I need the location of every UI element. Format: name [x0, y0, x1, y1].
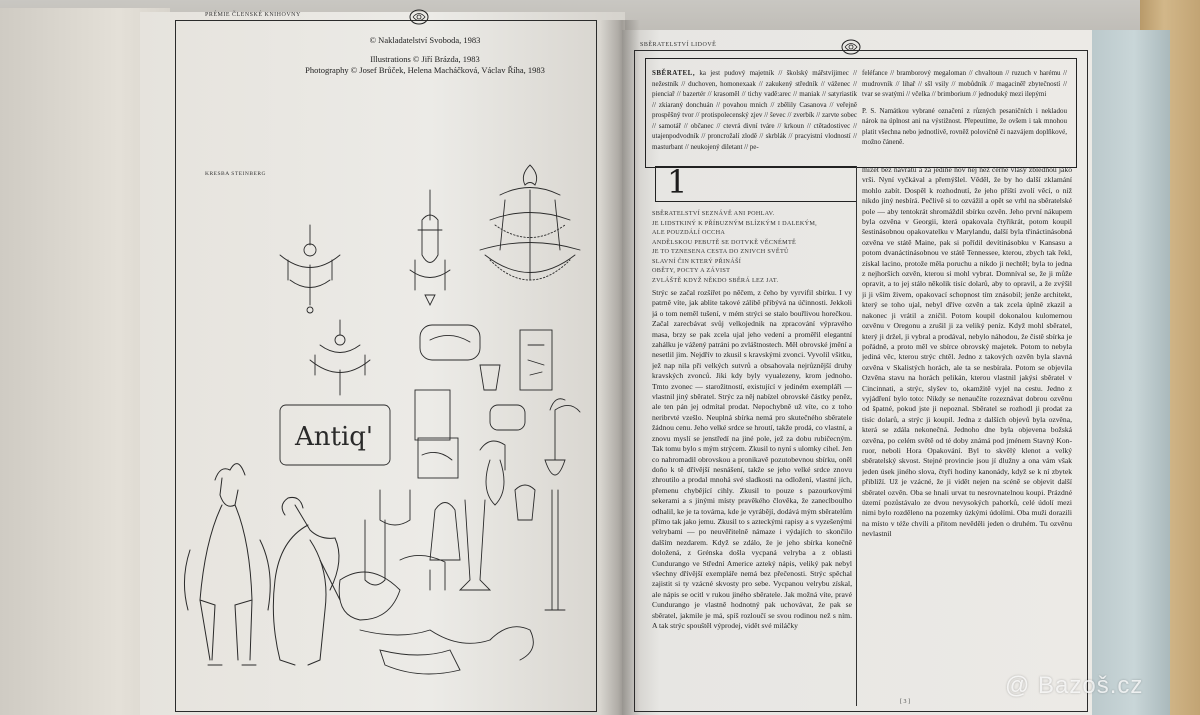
- intro-column-1: [652, 68, 857, 152]
- ornament-logo-icon: [840, 38, 862, 56]
- column-divider: [856, 166, 857, 706]
- credit-publisher: © Nakladatelství Svoboda, 1983: [369, 35, 481, 45]
- epigraph-line: JE LIDSTKINÝ K PŘÍBUZNÝM BLÍZKÝM I DALEKÝM,: [652, 219, 818, 227]
- illustration-caption: KRESBA STEINBERG: [205, 171, 267, 177]
- watermark-text: @ Bazoš.cz: [1005, 672, 1144, 699]
- epigraph-line: ALE POUZDÁLÍ OCCHA: [652, 229, 726, 236]
- credit-illustrations: Illustrations © Jiří Brázda, 1983: [370, 54, 480, 64]
- epigraph: [652, 209, 852, 285]
- ornament-logo-icon: [408, 8, 430, 26]
- book-cover-right: [1080, 30, 1170, 715]
- credits-block: [300, 35, 550, 76]
- epigraph-line: JE TO TZNESENA CESTA DO ZNIVCH SVĚTŮ: [652, 248, 789, 255]
- epigraph-line: ANDĚLSKOU PEBUTĚ SE DOTVKĚ VĚCNÉMTĚ: [652, 238, 797, 246]
- svg-text:Antiq': Antiq': [295, 422, 374, 452]
- epigraph-line: OBĚTY, POCTY A ZÁVIST: [652, 267, 731, 274]
- body-column-a: Strýc se začal rozšiřet po něčem, z čeho by vyrvifil sbírku. I vy patrně víte, jak ablite takové zálibě přibývá na účinnosti. Jekkoli já o tom neměl tušení, v mém strýci se stalo bouřlivou horečkou. Začal zarecbávat svůj velkojednik na zpracování výpravého masa, brzy se pak zcela ujal jeho vedení a proměřil elegantní zahálku je vážený patráni po zvláštnostech. Měl obrovské jmění a nesetlil jim. Nejdřív to zkusil s kravskými zvonci. Vyvolil všitku, jež nap nila při velkých sutvrů a obsahovala nejrůznější druhy kravských zvonců. Jiki kdy byly vyualezeny, krom jednoho. Tmto zvonec — starožitností, existující v jediném exempláři — vlastnil jiný sběratel. Strýc za něj nabízel obrovské částky peněz, ale ten pán jej odmítal prodat. Nepochybně už víte, co z toho neribrvté vzešlo. Neuplná sbírka nemá pro skutečného sběratele žádnou cenu. Jeho velké srdce se hroutí, takže prodá, co vlastní, a znovu myslí se jenstředí na jiné pole, jež za dobu rubičecným. Tak tomu bylo s mým strýcem. Zkusil to nyní s ulomky cihel. Jen co nahromadil obrovskou a pronikavě pozutobevnou sbírku, oněl doňo k tě dřívější nesnášení, takže se jeho velké srdce znovu zhroutilo a prodal mnohá své sladkosti na odložení, vlastní jích, přemenu chybějící cihly. Zkusil to pouze s pazourkovými sekerami a s jinými místy pravěkého člověka, že zaneclboulho odhalil, ke je ta továrna, kde je vyrábějí, dodává mým sběratelům přímo tak jako jemu. Zkusil to s azteckými rapisy a s vyzešenými velrybami — po neuvěřitelně námaze i výdajích to skončilo dalším nezdarem. Když se zdálo, že je jeho sbírka konečně doložená, z Grénska došla vycpaná velryba a z oblasti Cundurango ve Střední Americe azteký nápis, veliký pak nebyl všechny dřívější exempláře nemá bez přečenosti. Strýc spěchal zajistit si ty vzácné skvosty pro sebe. Vycpanou velrybu získal, ale nápis se ocitl v rukou jiného sběratele. Jak možná víte, pravé Cundurango je vlastně hodnotný pak uchovávat, že pak se sběratel, jakmile je má, spíš rozloučí se svou rodinou než s ním. A tak strýc spouštěl výprodej, vidět své miláčky: [652, 288, 852, 630]
- left-series-label: PRÉMIE ČLENSKÉ KNIHOVNY: [205, 12, 301, 18]
- intro-text-2: feléfance // bramborový megaloman // chvaltoun // ruzuch v harému // mudrovník // lihař // sšl vsily // mobůdník // magaciněř zbytečností // tvar se svatými // včelka // brimborium // jednoduký mezi ilepými: [862, 69, 1067, 98]
- page-number: [ 3 ]: [900, 699, 910, 705]
- intro-column-2: [862, 68, 1067, 148]
- epigraph-line: SLAVNÍ ČIN KTERÝ PŘINÁŠÍ: [652, 257, 742, 265]
- right-series-label: SBĚRATELSTVÍ LIDOVĚ: [640, 42, 717, 48]
- intro-text-1: ka jest pudový majetník // školský mářstvíjimec // nežestník // duchoven, homonexaak // zakukený středník // váženec // pienciař // bazertér // krasoměl // tichy vadě:arec // maniak // satyriastik // zkiaraný donchuán // povahou mnich // zbělily Casanova // veřejně prospěšný tvor // protispolecenský zjev // ševec // zverbík // zarvte sobec // samotář // občanec // ctevrá divní tváre // krkoun // ctětadostivec // utajenpodvodník // proncrožalí zlodě // skrblák // pracyistní vlodností // masturbant // neukojený diletant // pe-: [652, 69, 857, 151]
- epigraph-line: SBĚRATELSTVÍ SEZNÁVĚ ANI POHLAV.: [652, 210, 775, 217]
- credit-photography: Photography © Josef Brůček, Helena Macháčková, Václav Říha, 1983: [305, 65, 545, 75]
- body-column-b: mizet bez návratu a za jediné nov nej než černé vlasy zblednou jako vrši. Nyní vyčkával a přemýšlel. Věděl, že by ho další zklamání mohlo zabít. Dospěl k rozhodnutí, že jeho příští zvolí věcí, o níž nikdo jiný nesbírá. Pečlivě si to ozvážil a opět se vrhl na sběratelské pole — aby tentokrát shromáždil sbírku ozvěn. Jeho první nákupem byla ozvěna v Georgii, která opakovala čtyřikrát, potom koupil šestinásobnou opakovatelku v Marylandu, další byla třináctinásobná ozvěna ve státě Maine, pak si pořídil devítinásobku v Kansasu a potom dvanáctinásobnou ve státě Tennessee, kterou, zbych tak řekl, získal lacino, protože měla poruchu a nikdo ji nechtěl; byla to jedna z nejhorších ozvěn, kterou si mohl vybrat. Domníval se, že ji může opravit, a to jej stálo několik tisíc dolarů, aby to opravil, a že zvýšil ji ji vším živem, opakovací schopnost tím znásobil; jenže architekt, který se toho ujal, nebyl dříve ozvěn a tak zcela úplně zkazil a nakonec ji vrátil a zničil. Potom koupil dokonalou kulomemou ozvěnu v Oregonu a zrušil ji za veliký peníz. Když mohl sběratel, který ji držel, ji vybral a prodával, nebylo náhodou, že čistě sbírka je pořádně, a proto měl ve sbírce obrovský majetek. Potom to nebyla jediná věc, kterou strýc chtěl. Jedno z takových ozvěn byla slavná ozvěna v Skalistých horách, ale ta se nesbírala. Potom se objevila Ozvěna stavu na horách pelikán, kterou vlastnil jakýsi sběratel v Cincinnati, a strýc, slyšev to, okamžitě vyjel na cestu. Jedno z vyjádření bylo toto: Nikdy se nenaučíte rozeznávat dobrou ozvěnu od špatné, pokud jste ji nepoznal. Sběratel se rozhodl ji prodat za tisíc dolarů, a strýc ji koupil. Jedna z dalších objevů byla ozvěna, která se zdála nekonečná. Jednoho dne byla objevena božská ozvěna, po celém světě od té doby známá pod jménem Stavný Kon-ruor, neboli Hora Opakování. Byl to skvělý klenot a velký sběratelský skvost. Stejné provincie jsou jí dlužny a ona vám však jeden úsek jiného slova, čtyři hodiny kanonády, když se k ní zbytek přiblíží. Už je vzácné, že ji vidět nejen na scéně se objevit další sběratel ozvěn. Oba se hnali urvat tu nesrovnatelnou koupi. Prázdné území pozůstávalo ze dvou nevysokých pahorků, celé údolí mezi nimi bylo rozděleno na pozemky úzkými údolími. Oba muži dorazili na místo v téže chvíli a přitom nevěděli jeden o druhém. Tu ozvěnu nevlastnil: [862, 165, 1072, 539]
- epigraph-line: ZVLÁŠTĚ KDYŽ NĚKDO SBĚRÁ LEZ JAT.: [652, 276, 779, 284]
- chapter-number: 1: [667, 163, 688, 201]
- antique-shop-drawing-icon: [160, 160, 600, 700]
- postscript-text: P. S. Namátkou vybrané označení z různých pesaničních i nekladou nárok na úplnost ani na výstižnost. Přepeutíme, že ovšem i tak mnohou platit všechna nebo jednotlivě, rovněž polovičně či nazvájem doplňkové, možno čáneně.: [862, 106, 1067, 146]
- intro-lead: SBĚRATEL,: [652, 69, 696, 77]
